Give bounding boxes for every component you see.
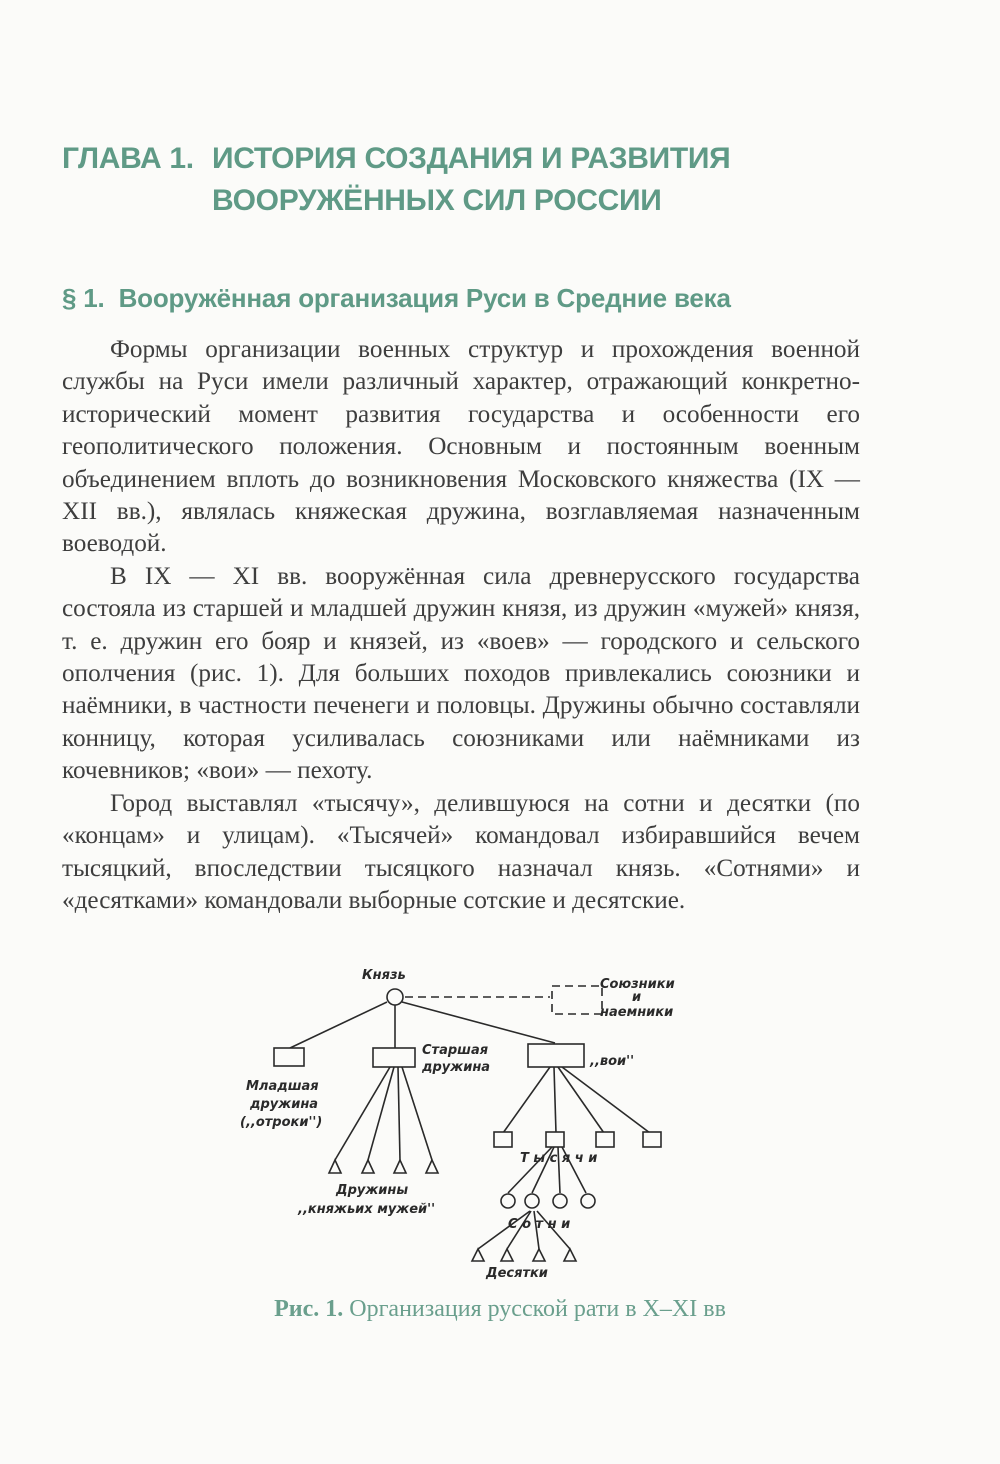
druzhina-triangle-3 <box>394 1160 406 1173</box>
label-desyatki: Десятки <box>486 1266 548 1281</box>
desyatok-triangle-3 <box>533 1249 545 1261</box>
diagram-svg <box>230 955 710 1295</box>
knyaz-node <box>387 989 403 1005</box>
link-voi-t2 <box>554 1067 556 1133</box>
tysyacha-node-2 <box>546 1132 564 1147</box>
chapter-number: ГЛАВА 1. <box>62 142 194 175</box>
army-organization-diagram <box>230 955 710 1295</box>
desyatok-triangle-2 <box>501 1249 513 1261</box>
tysyacha-node-4 <box>643 1132 661 1147</box>
label-senior-1: Старшая <box>422 1043 489 1058</box>
link-voi-t1 <box>503 1067 550 1133</box>
chapter-title-line-2: ВООРУЖЁННЫХ СИЛ РОССИИ <box>212 184 662 217</box>
section-number: § 1. <box>62 283 105 313</box>
tysyacha-node-1 <box>494 1132 512 1147</box>
section-title: Вооружённая организация Руси в Средние века <box>118 283 731 313</box>
paragraph-2: В IX — XI вв. вооружённая сила древнерусского государства состояла из старшей и младшей дружин князя, из дружин «мужей» князя, т. е. дружин его бояр и князей, из «воев» — городского и сельского ополчения (рис. 1). Для больших походов привлекались союзники и наёмники, в частности печенеги и половцы. Дружины обычно составляли конницу, которая усиливалась союзниками или наёмниками из кочевников; «вои» — пехоту. <box>62 562 860 785</box>
label-druzhiny-1: Дружины <box>336 1183 409 1198</box>
label-junior-2: дружина <box>250 1097 319 1112</box>
label-allies-3: наемники <box>600 1005 674 1020</box>
chapter-heading <box>62 138 942 222</box>
caption-text: Организация русской рати в X–XI вв <box>349 1296 726 1322</box>
link-knyaz-voi <box>402 1002 555 1043</box>
link-voi-t4 <box>562 1067 650 1133</box>
voi-node <box>528 1044 584 1067</box>
figure-caption <box>0 1296 1000 1323</box>
section-heading <box>62 280 942 316</box>
link-senior-d4 <box>402 1067 432 1160</box>
label-allies-1: Союзники <box>600 977 675 992</box>
paragraph-3: Город выставлял «тысячу», делившуюся на сотни и десятки (по «концам» и улицам). «Тысячей» командовал избиравшийся вечем тысяцкий, впоследствии тысяцкого назначал князь. «Сотнями» и «десятками» командовали выборные сотские и десятские. <box>62 789 860 914</box>
label-voi: ,,вои'' <box>590 1054 635 1069</box>
link-voi-t3 <box>558 1067 604 1133</box>
label-junior-1: Младшая <box>246 1079 319 1094</box>
desyatok-triangle-4 <box>564 1249 576 1261</box>
sotnya-node-4 <box>581 1194 595 1208</box>
sotnya-node-2 <box>525 1194 539 1208</box>
senior-druzhina-node <box>373 1048 415 1067</box>
label-druzhiny-2: ,,княжьих мужей'' <box>298 1202 436 1217</box>
sotnya-node-1 <box>501 1194 515 1208</box>
druzhina-triangle-2 <box>362 1160 374 1173</box>
tysyacha-node-3 <box>596 1132 614 1147</box>
paragraph-1: Формы организации военных структур и прохождения военной службы на Руси имели различный характер, отражающий конкретно-исторический момент развития государства и особенности его геополитического положения. Основным и постоянным военным объединением вплоть до возникновения Московского княжества (IX — XII вв.), являлась княжеская дружина, возглавляемая назначенным воеводой. <box>62 336 860 558</box>
desyatok-triangle-1 <box>472 1249 484 1261</box>
caption-label: Рис. 1. <box>274 1296 344 1322</box>
label-allies-2: и <box>632 990 642 1005</box>
body-text <box>62 334 860 917</box>
link-knyaz-junior <box>290 1002 387 1048</box>
label-junior-3: (,,отроки'') <box>240 1115 323 1130</box>
chapter-title-line-1: ИСТОРИЯ СОЗДАНИЯ И РАЗВИТИЯ <box>212 142 731 175</box>
druzhina-triangle-1 <box>329 1160 341 1173</box>
junior-druzhina-node <box>274 1048 304 1066</box>
sotnya-node-3 <box>553 1194 567 1208</box>
label-sotni: С о т н и <box>508 1217 571 1232</box>
label-knyaz: Князь <box>362 968 406 983</box>
label-tysyachi: Т ы с я ч и <box>520 1151 598 1166</box>
label-senior-2: дружина <box>422 1060 491 1075</box>
link-senior-d3 <box>398 1067 400 1160</box>
allies-node <box>552 986 602 1014</box>
druzhina-triangle-4 <box>426 1160 438 1173</box>
